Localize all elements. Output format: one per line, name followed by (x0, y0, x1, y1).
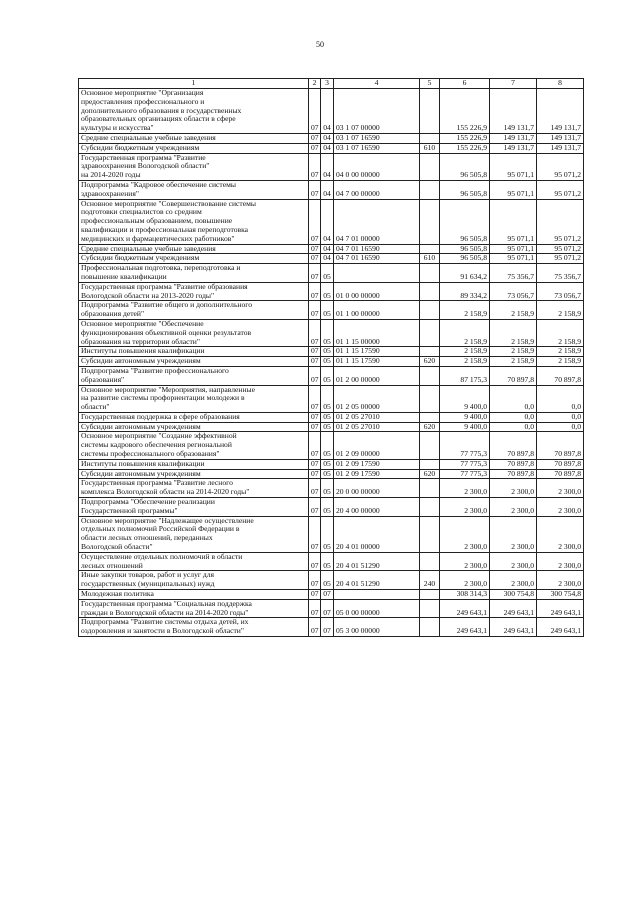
table-header (79, 79, 584, 89)
table-row (79, 479, 584, 498)
expense-type-code: 240 (420, 571, 440, 590)
amount-col-8: 2 158,9 (537, 301, 584, 320)
amount-col-6: 2 158,9 (440, 319, 490, 346)
amount-col-6: 249 643,1 (440, 599, 490, 618)
amount-col-6: 155 226,9 (440, 89, 490, 134)
table-row (79, 552, 584, 571)
expense-type-code: 610 (420, 254, 440, 264)
expense-type-code (420, 264, 440, 283)
amount-col-8: 95 071,2 (537, 153, 584, 180)
amount-col-6: 2 158,9 (440, 347, 490, 357)
section-code: 07 (309, 422, 321, 432)
table-row (79, 319, 584, 346)
target-article-code: 05 0 00 00000 (334, 599, 420, 618)
amount-col-6: 155 226,9 (440, 143, 490, 153)
section-code: 07 (309, 469, 321, 479)
target-article-code: 01 0 00 00000 (334, 282, 420, 301)
target-article-code: 20 4 01 51290 (334, 552, 420, 571)
amount-col-7: 70 897,8 (490, 459, 537, 469)
row-name: Основное мероприятие "Обеспечение функционирования объективной оценки результатов образования на территории области" (79, 319, 309, 346)
subsection-code: 05 (321, 498, 334, 517)
table-row (79, 459, 584, 469)
amount-col-8: 2 158,9 (537, 319, 584, 346)
amount-col-6: 96 505,8 (440, 244, 490, 254)
target-article-code: 20 4 01 00000 (334, 516, 420, 552)
target-article-code: 01 2 09 17590 (334, 469, 420, 479)
expense-type-code (420, 599, 440, 618)
expense-type-code (420, 618, 440, 637)
section-code: 07 (309, 282, 321, 301)
amount-col-7: 0,0 (490, 412, 537, 422)
expense-type-code: 610 (420, 143, 440, 153)
amount-col-7: 2 300,0 (490, 552, 537, 571)
row-name: Государственная поддержка в сфере образования (79, 412, 309, 422)
section-code: 07 (309, 180, 321, 199)
row-name: Основное мероприятие "Совершенствование системы подготовки специалистов со средним профессиональным образованием, повышение квалификации и профессиональная переподготовка медицинских и фармацевтических работников" (79, 199, 309, 244)
amount-col-7: 75 356,7 (490, 264, 537, 283)
subsection-code: 04 (321, 89, 334, 134)
amount-col-7: 70 897,8 (490, 432, 537, 459)
section-code: 07 (309, 459, 321, 469)
section-code: 07 (309, 498, 321, 517)
target-article-code: 04 7 00 00000 (334, 180, 420, 199)
row-name: Подпрограмма "Развитие профессионального образования" (79, 366, 309, 385)
header-col-4: 4 (334, 79, 420, 89)
subsection-code: 05 (321, 552, 334, 571)
amount-col-8: 2 300,0 (537, 516, 584, 552)
row-name: Иные закупки товаров, работ и услуг для государственных (муниципальных) нужд (79, 571, 309, 590)
amount-col-8: 70 897,8 (537, 432, 584, 459)
expense-type-code (420, 432, 440, 459)
section-code: 07 (309, 143, 321, 153)
row-name: Профессиональная подготовка, переподготовка и повышение квалификации (79, 264, 309, 283)
amount-col-6: 249 643,1 (440, 618, 490, 637)
target-article-code: 01 2 05 27010 (334, 412, 420, 422)
subsection-code: 05 (321, 469, 334, 479)
amount-col-6: 2 300,0 (440, 571, 490, 590)
row-name: Государственная программа "Развитие лесного комплекса Вологодской области на 2014-2020 годы" (79, 479, 309, 498)
amount-col-8: 0,0 (537, 422, 584, 432)
amount-col-7: 2 158,9 (490, 301, 537, 320)
amount-col-7: 2 158,9 (490, 319, 537, 346)
row-name: Средние специальные учебные заведения (79, 244, 309, 254)
section-code: 07 (309, 599, 321, 618)
target-article-code: 04 7 01 16590 (334, 244, 420, 254)
amount-col-7: 70 897,8 (490, 469, 537, 479)
subsection-code: 05 (321, 366, 334, 385)
amount-col-6: 2 300,0 (440, 479, 490, 498)
table-row (79, 432, 584, 459)
expense-type-code (420, 89, 440, 134)
subsection-code: 07 (321, 599, 334, 618)
amount-col-6: 96 505,8 (440, 199, 490, 244)
table-row (79, 412, 584, 422)
subsection-code: 05 (321, 282, 334, 301)
subsection-code: 04 (321, 143, 334, 153)
expense-type-code: 620 (420, 422, 440, 432)
amount-col-6: 9 400,0 (440, 422, 490, 432)
section-code: 07 (309, 571, 321, 590)
amount-col-6: 2 300,0 (440, 552, 490, 571)
expense-type-code (420, 516, 440, 552)
header-row (79, 79, 584, 89)
target-article-code: 20 4 00 00000 (334, 498, 420, 517)
subsection-code: 05 (321, 264, 334, 283)
amount-col-8: 2 300,0 (537, 479, 584, 498)
section-code: 07 (309, 89, 321, 134)
subsection-code: 04 (321, 133, 334, 143)
amount-col-8: 95 071,2 (537, 244, 584, 254)
amount-col-8: 2 158,9 (537, 347, 584, 357)
amount-col-6: 77 775,3 (440, 432, 490, 459)
target-article-code: 01 1 15 17590 (334, 347, 420, 357)
amount-col-6: 96 505,8 (440, 254, 490, 264)
table-row (79, 385, 584, 412)
amount-col-6: 155 226,9 (440, 133, 490, 143)
subsection-code: 05 (321, 432, 334, 459)
target-article-code: 04 0 00 00000 (334, 153, 420, 180)
amount-col-8: 95 071,2 (537, 180, 584, 199)
table-row (79, 143, 584, 153)
target-article-code: 01 1 00 00000 (334, 301, 420, 320)
target-article-code (334, 590, 420, 600)
subsection-code: 05 (321, 516, 334, 552)
row-name: Институты повышения квалификации (79, 459, 309, 469)
table-row (79, 282, 584, 301)
row-name: Государственная программа "Развитие здравоохранения Вологодской области" на 2014-2020 годы (79, 153, 309, 180)
section-code: 07 (309, 301, 321, 320)
section-code: 07 (309, 479, 321, 498)
section-code: 07 (309, 516, 321, 552)
row-name: Институты повышения квалификации (79, 347, 309, 357)
expense-type-code: 620 (420, 469, 440, 479)
expense-type-code (420, 479, 440, 498)
amount-col-7: 149 131,7 (490, 143, 537, 153)
amount-col-8: 2 300,0 (537, 571, 584, 590)
expense-type-code (420, 199, 440, 244)
section-code: 07 (309, 432, 321, 459)
expense-type-code (420, 385, 440, 412)
amount-col-7: 2 158,9 (490, 347, 537, 357)
amount-col-6: 2 158,9 (440, 301, 490, 320)
target-article-code: 01 1 15 00000 (334, 319, 420, 346)
subsection-code: 04 (321, 153, 334, 180)
table-row (79, 199, 584, 244)
expense-type-code (420, 153, 440, 180)
amount-col-7: 2 300,0 (490, 516, 537, 552)
section-code: 07 (309, 319, 321, 346)
amount-col-7: 2 300,0 (490, 571, 537, 590)
table-row (79, 599, 584, 618)
amount-col-8: 75 356,7 (537, 264, 584, 283)
header-col-3: 3 (321, 79, 334, 89)
amount-col-8: 70 897,8 (537, 366, 584, 385)
target-article-code: 01 2 05 00000 (334, 385, 420, 412)
amount-col-7: 149 131,7 (490, 89, 537, 134)
row-name: Осуществление отдельных полномочий в области лесных отношений (79, 552, 309, 571)
subsection-code: 05 (321, 479, 334, 498)
subsection-code: 05 (321, 571, 334, 590)
table-row (79, 180, 584, 199)
table-row (79, 264, 584, 283)
target-article-code: 01 2 09 17590 (334, 459, 420, 469)
page-number: 50 (316, 40, 324, 49)
target-article-code: 04 7 01 16590 (334, 254, 420, 264)
expense-type-code (420, 498, 440, 517)
table-row (79, 571, 584, 590)
amount-col-7: 249 643,1 (490, 599, 537, 618)
amount-col-6: 9 400,0 (440, 385, 490, 412)
table-row (79, 133, 584, 143)
row-name: Основное мероприятие "Мероприятия, направленные на развитие системы профориентации молодежи в области" (79, 385, 309, 412)
amount-col-6: 2 300,0 (440, 498, 490, 517)
section-code: 07 (309, 618, 321, 637)
amount-col-7: 95 071,1 (490, 199, 537, 244)
row-name: Государственная программа "Развитие образования Вологодской области на 2013-2020 годы" (79, 282, 309, 301)
section-code: 07 (309, 385, 321, 412)
table-row (79, 153, 584, 180)
header-col-6: 6 (440, 79, 490, 89)
subsection-code: 04 (321, 254, 334, 264)
target-article-code: 05 3 00 00000 (334, 618, 420, 637)
table-row (79, 498, 584, 517)
subsection-code: 05 (321, 357, 334, 367)
subsection-code: 04 (321, 180, 334, 199)
amount-col-8: 2 300,0 (537, 552, 584, 571)
amount-col-6: 9 400,0 (440, 412, 490, 422)
row-name: Субсидии автономным учреждениям (79, 469, 309, 479)
target-article-code: 03 1 07 16590 (334, 143, 420, 153)
row-name: Молодежная политика (79, 590, 309, 600)
section-code: 07 (309, 244, 321, 254)
expense-type-code (420, 282, 440, 301)
row-name: Средние специальные учебные заведения (79, 133, 309, 143)
amount-col-8: 70 897,8 (537, 459, 584, 469)
target-article-code: 01 2 05 27010 (334, 422, 420, 432)
subsection-code: 05 (321, 385, 334, 412)
section-code: 07 (309, 254, 321, 264)
table-row (79, 301, 584, 320)
subsection-code: 04 (321, 199, 334, 244)
amount-col-8: 70 897,8 (537, 469, 584, 479)
subsection-code: 04 (321, 244, 334, 254)
header-col-7: 7 (490, 79, 537, 89)
amount-col-6: 87 175,3 (440, 366, 490, 385)
header-col-5: 5 (420, 79, 440, 89)
amount-col-7: 249 643,1 (490, 618, 537, 637)
expense-type-code: 620 (420, 357, 440, 367)
amount-col-6: 2 158,9 (440, 357, 490, 367)
table-body (79, 89, 584, 637)
amount-col-7: 95 071,1 (490, 180, 537, 199)
amount-col-6: 91 634,2 (440, 264, 490, 283)
amount-col-7: 300 754,8 (490, 590, 537, 600)
subsection-code: 05 (321, 347, 334, 357)
amount-col-6: 77 775,3 (440, 459, 490, 469)
target-article-code: 04 7 01 00000 (334, 199, 420, 244)
amount-col-7: 2 300,0 (490, 498, 537, 517)
section-code: 07 (309, 199, 321, 244)
expense-type-code (420, 366, 440, 385)
amount-col-8: 149 131,7 (537, 143, 584, 153)
section-code: 07 (309, 357, 321, 367)
expense-type-code (420, 412, 440, 422)
section-code: 07 (309, 264, 321, 283)
expense-type-code (420, 180, 440, 199)
table-row (79, 89, 584, 134)
row-name: Основное мероприятие "Надлежащее осуществление отдельных полномочий Российской Федерации в области лесных отношений, переданных Вологодской области" (79, 516, 309, 552)
amount-col-7: 0,0 (490, 422, 537, 432)
amount-col-8: 0,0 (537, 385, 584, 412)
section-code: 07 (309, 552, 321, 571)
amount-col-6: 96 505,8 (440, 180, 490, 199)
table-row (79, 590, 584, 600)
amount-col-8: 2 158,9 (537, 357, 584, 367)
amount-col-8: 149 131,7 (537, 133, 584, 143)
amount-col-6: 77 775,3 (440, 469, 490, 479)
expense-type-code (420, 319, 440, 346)
amount-col-8: 149 131,7 (537, 89, 584, 134)
table-row (79, 366, 584, 385)
budget-table (78, 78, 584, 637)
header-col-1: 1 (79, 79, 309, 89)
row-name: Субсидии бюджетным учреждениям (79, 254, 309, 264)
amount-col-8: 249 643,1 (537, 618, 584, 637)
header-col-8: 8 (537, 79, 584, 89)
expense-type-code (420, 301, 440, 320)
amount-col-7: 2 158,9 (490, 357, 537, 367)
amount-col-6: 96 505,8 (440, 153, 490, 180)
row-name: Подпрограмма "Обеспечение реализации Государственной программы" (79, 498, 309, 517)
amount-col-6: 89 334,2 (440, 282, 490, 301)
table-row (79, 516, 584, 552)
section-code: 07 (309, 590, 321, 600)
amount-col-7: 95 071,1 (490, 254, 537, 264)
amount-col-8: 2 300,0 (537, 498, 584, 517)
target-article-code: 03 1 07 00000 (334, 89, 420, 134)
amount-col-8: 249 643,1 (537, 599, 584, 618)
subsection-code: 05 (321, 301, 334, 320)
expense-type-code (420, 459, 440, 469)
section-code: 07 (309, 153, 321, 180)
target-article-code (334, 264, 420, 283)
section-code: 07 (309, 347, 321, 357)
target-article-code: 01 2 00 00000 (334, 366, 420, 385)
subsection-code: 05 (321, 319, 334, 346)
row-name: Субсидии автономным учреждениям (79, 422, 309, 432)
target-article-code: 20 0 00 00000 (334, 479, 420, 498)
section-code: 07 (309, 133, 321, 143)
row-name: Субсидии бюджетным учреждениям (79, 143, 309, 153)
subsection-code: 07 (321, 618, 334, 637)
row-name: Государственная программа "Социальная поддержка граждан в Вологодской области на 2014-2020 годы" (79, 599, 309, 618)
row-name: Субсидии автономным учреждениям (79, 357, 309, 367)
amount-col-7: 95 071,1 (490, 153, 537, 180)
target-article-code: 03 1 07 16590 (334, 133, 420, 143)
amount-col-6: 308 314,3 (440, 590, 490, 600)
expense-type-code (420, 133, 440, 143)
amount-col-7: 70 897,8 (490, 366, 537, 385)
row-name: Подпрограмма "Развитие общего и дополнительного образования детей" (79, 301, 309, 320)
subsection-code: 07 (321, 590, 334, 600)
amount-col-7: 95 071,1 (490, 244, 537, 254)
amount-col-7: 0,0 (490, 385, 537, 412)
subsection-code: 05 (321, 459, 334, 469)
row-name: Подпрограмма "Кадровое обеспечение системы здравоохранения" (79, 180, 309, 199)
amount-col-8: 95 071,2 (537, 199, 584, 244)
section-code: 07 (309, 366, 321, 385)
amount-col-7: 2 300,0 (490, 479, 537, 498)
amount-col-7: 73 056,7 (490, 282, 537, 301)
expense-type-code (420, 590, 440, 600)
table-row (79, 357, 584, 367)
amount-col-8: 95 071,2 (537, 254, 584, 264)
row-name: Подпрограмма "Развитие системы отдыха детей, их оздоровления и занятости в Вологодской области" (79, 618, 309, 637)
target-article-code: 20 4 01 51290 (334, 571, 420, 590)
amount-col-6: 2 300,0 (440, 516, 490, 552)
amount-col-8: 300 754,8 (537, 590, 584, 600)
target-article-code: 01 1 15 17590 (334, 357, 420, 367)
expense-type-code (420, 552, 440, 571)
header-col-2: 2 (309, 79, 321, 89)
subsection-code: 05 (321, 422, 334, 432)
subsection-code: 05 (321, 412, 334, 422)
table-row (79, 618, 584, 637)
target-article-code: 01 2 09 00000 (334, 432, 420, 459)
amount-col-8: 0,0 (537, 412, 584, 422)
row-name: Основное мероприятие "Организация предоставления профессионального и дополнительного образования в государственных образовательных организациях области в сфере культуры и искусства" (79, 89, 309, 134)
amount-col-8: 73 056,7 (537, 282, 584, 301)
row-name: Основное мероприятие "Создание эффективной системы кадрового обеспечения региональной системы профессионального образования" (79, 432, 309, 459)
amount-col-7: 149 131,7 (490, 133, 537, 143)
section-code: 07 (309, 412, 321, 422)
